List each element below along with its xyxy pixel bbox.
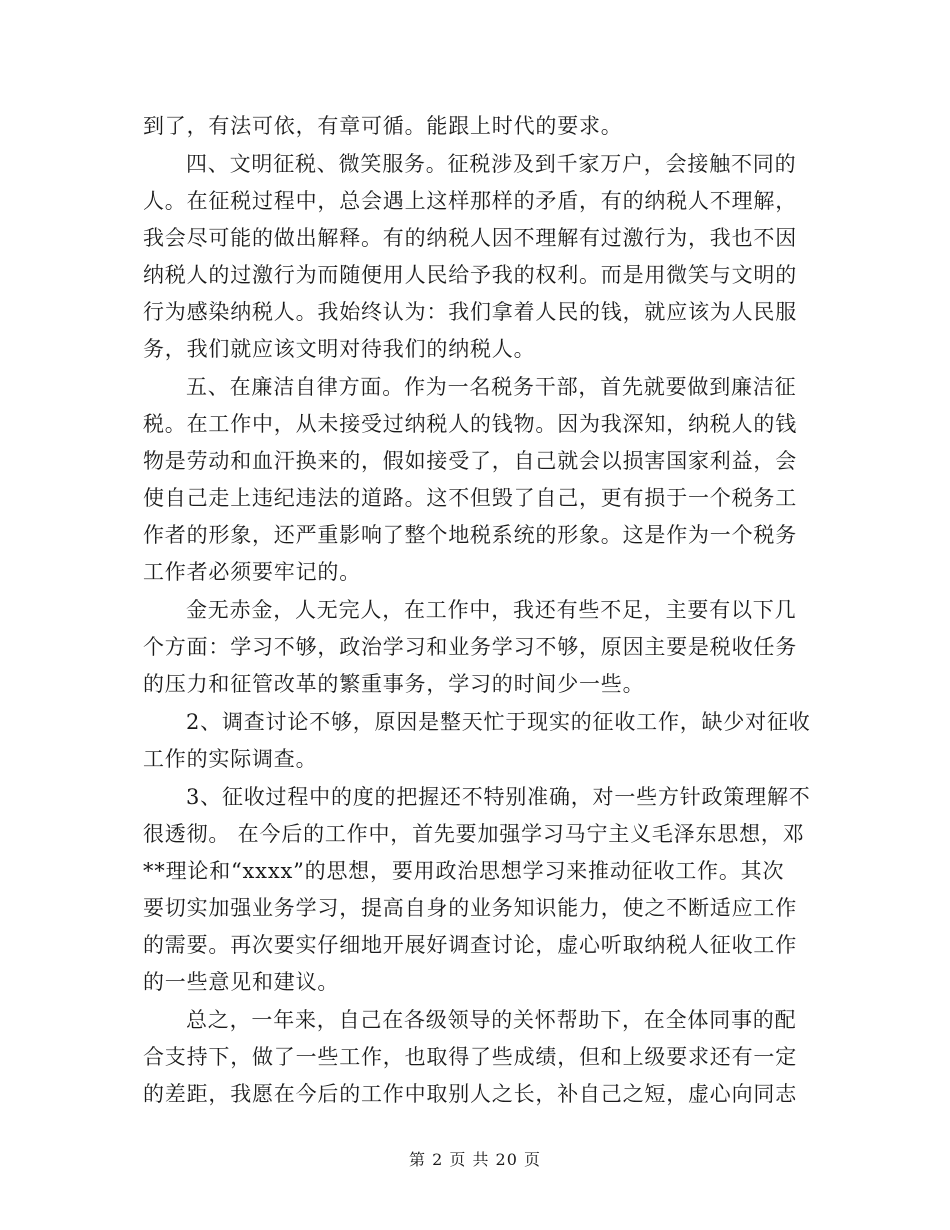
text-line: 纳税人的过激行为而随便用人民给予我的权利。而是用微笑与文明的 — [143, 263, 797, 287]
text-line: 的压力和征管改革的繁重事务，学习的时间少一些。 — [143, 672, 645, 696]
text-line: 的差距，我愿在今后的工作中取别人之长，补自己之短，虚心向同志 — [143, 1082, 797, 1106]
page-number: 第 2 页 共 20 页 — [409, 1150, 541, 1169]
text-line: 使自己走上违纪违法的道路。这不但毁了自己，更有损于一个税务工 — [143, 486, 797, 510]
text-line: 到了，有法可依，有章可循。能跟上时代的要求。 — [143, 114, 623, 138]
text-line: 物是劳动和血汗换来的，假如接受了，自己就会以损害国家利益，会 — [143, 449, 797, 473]
text-line: 个方面：学习不够，政治学习和业务学习不够，原因主要是税收任务 — [143, 635, 797, 659]
text-line: 工作者必须要牢记的。 — [143, 560, 361, 584]
text-line: 合支持下，做了一些工作，也取得了些成绩，但和上级要求还有一定 — [143, 1045, 797, 1069]
text-line: 2、调查讨论不够，原因是整天忙于现实的征收工作，缺少对征收 — [186, 710, 811, 734]
text-line: 作者的形象，还严重影响了整个地税系统的形象。这是作为一个税务 — [143, 523, 797, 547]
text-line: 人。在征税过程中，总会遇上这样那样的矛盾，有的纳税人不理解， — [143, 189, 797, 213]
text-line: 的需要。再次要实仔细地开展好调查讨论，虚心听取纳税人征收工作 — [143, 933, 797, 957]
text-line: 工作的实际调查。 — [143, 747, 318, 771]
text-line: 的一些意见和建议。 — [143, 970, 340, 994]
text-line: 要切实加强业务学习，提高自身的业务知识能力，使之不断适应工作 — [143, 896, 797, 920]
text-line: 金无赤金，人无完人，在工作中，我还有些不足，主要有以下几 — [186, 598, 797, 622]
text-line: 我会尽可能的做出解释。有的纳税人因不理解有过激行为，我也不因 — [143, 226, 797, 250]
text-line: 3、征收过程中的度的把握还不特别准确，对一些方针政策理解不 — [186, 785, 811, 809]
text-line: 税。在工作中，从未接受过纳税人的钱物。因为我深知，纳税人的钱 — [143, 412, 797, 436]
text-line: 总之，一年来，自己在各级领导的关怀帮助下，在全体同事的配 — [186, 1008, 797, 1032]
text-line: 务，我们就应该文明对待我们的纳税人。 — [143, 337, 536, 361]
text-line: 行为感染纳税人。我始终认为：我们拿着人民的钱，就应该为人民服 — [143, 300, 797, 324]
text-line: 很透彻。 在今后的工作中，首先要加强学习马宁主义毛泽东思想，邓 — [143, 822, 805, 846]
text-line: **理论和“xxxx”的思想，要用政治思想学习来推动征收工作。其次 — [143, 859, 785, 883]
text-line: 四、文明征税、微笑服务。征税涉及到千家万户，会接触不同的 — [186, 152, 797, 176]
text-line: 五、在廉洁自律方面。作为一名税务干部，首先就要做到廉洁征 — [186, 375, 797, 399]
